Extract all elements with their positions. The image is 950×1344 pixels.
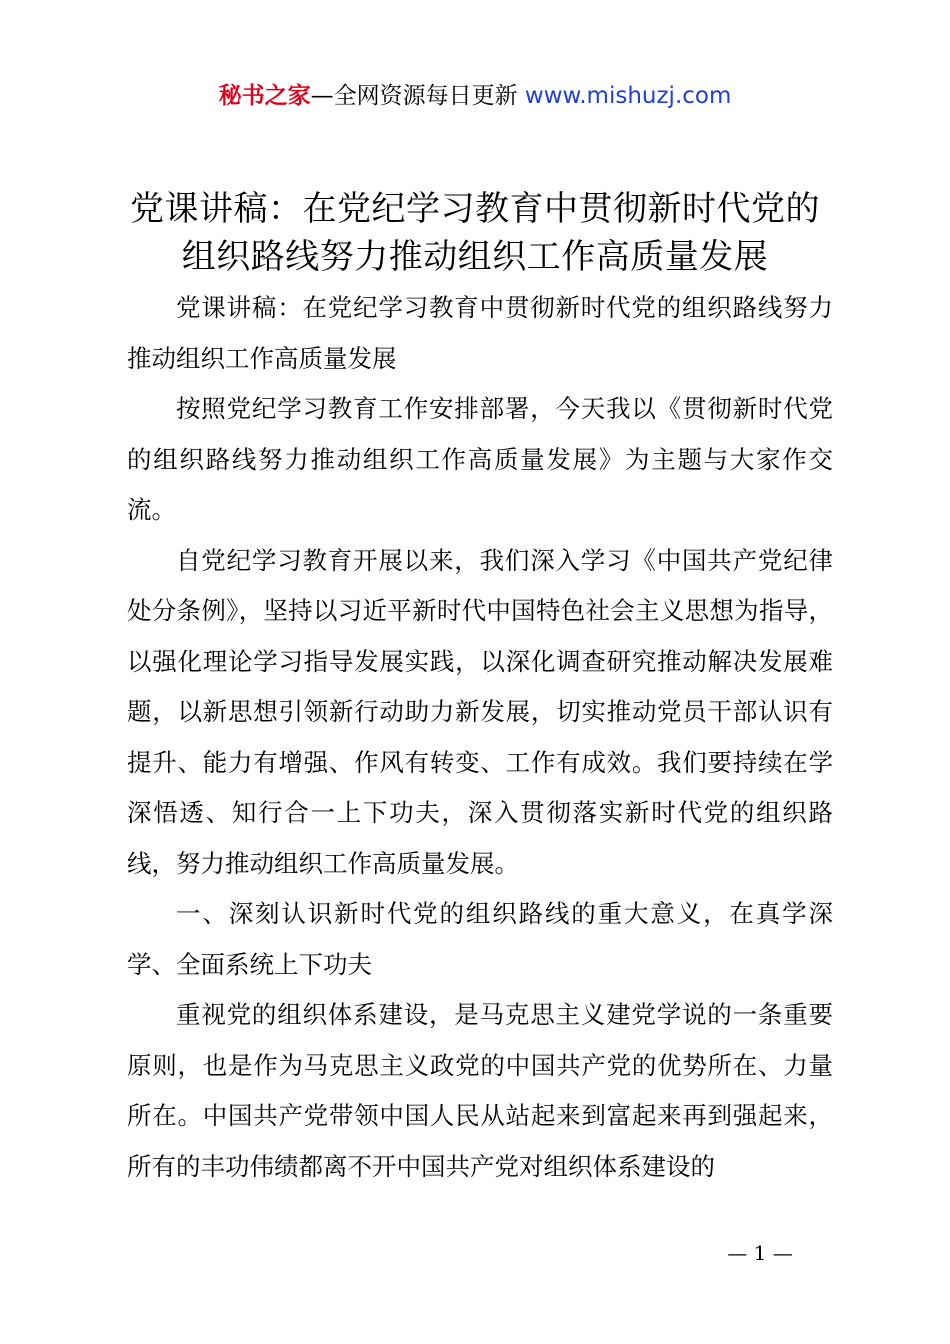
section-heading: 一、深刻认识新时代党的组织路线的重大意义，在真学深学、全面系统上下功夫 [127, 899, 833, 979]
document-body [127, 283, 833, 1192]
brand-name: 秘书之家 [218, 83, 311, 109]
paragraph: 重视党的组织体系建设，是马克思主义建党学说的一条重要原则，也是作为马克思主义政党的中国共产党的优势所在、力量所在。中国共产党带领中国人民从站起来到富起来再到强起来，所有的丰功伟绩都离不开中国共产党对组织体系建设的 [127, 1000, 833, 1181]
title-line-1: 党课讲稿：在党纪学习教育中贯彻新时代党的 [130, 189, 820, 229]
title-line-2: 组织路线努力推动组织工作高质量发展 [181, 237, 769, 277]
header-tagline: —全网资源每日更新 [310, 83, 518, 109]
site-url-link[interactable]: www.mishuzj.com [524, 83, 732, 109]
paragraph: 自党纪学习教育开展以来，我们深入学习《中国共产党纪律处分条例》，坚持以习近平新时代中国特色社会主义思想为指导，以强化理论学习指导发展实践，以深化调查研究推动解决发展难题，以新思想引领新行动助力新发展，切实推动党员干部认识有提升、能力有增强、作风有转变、工作有成效。我们要持续在学深悟透、知行合一上下功夫，深入贯彻落实新时代党的组织路线，努力推动组织工作高质量发展。 [127, 545, 833, 878]
document-title [110, 185, 840, 281]
site-header [0, 80, 950, 112]
paragraph: 按照党纪学习教育工作安排部署，今天我以《贯彻新时代党的组织路线努力推动组织工作高质量发展》为主题与大家作交流。 [127, 394, 833, 524]
paragraph: 党课讲稿：在党纪学习教育中贯彻新时代党的组织路线努力推动组织工作高质量发展 [127, 293, 833, 373]
page-number: — 1 — [727, 1241, 793, 1265]
